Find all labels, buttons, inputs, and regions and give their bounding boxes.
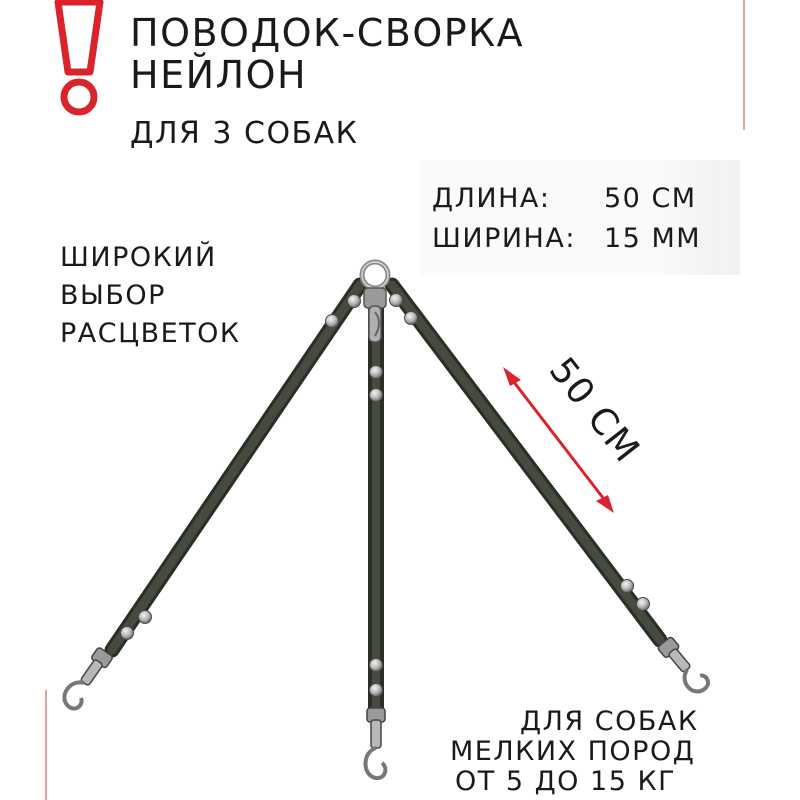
length-value: 50 СМ [604, 183, 697, 214]
colors-note-line-3: РАСЦВЕТОК [60, 318, 241, 349]
width-label: ШИРИНА: [432, 223, 576, 254]
footer-line-2: МЕЛКИХ ПОРОД [450, 736, 696, 767]
subtitle: ДЛЯ 3 СОБАК [130, 116, 359, 151]
center-strap [368, 300, 384, 710]
colors-note-line-2: ВЫБОР [60, 280, 166, 311]
exclamation-icon [58, 2, 100, 112]
length-label: ДЛИНА: [432, 183, 551, 214]
right-snap-hook [656, 636, 711, 696]
dimension-label: 50 СМ [540, 350, 648, 471]
footer-line-3: ОТ 5 ДО 15 КГ [455, 766, 677, 797]
colors-note-line-1: ШИРОКИЙ [60, 242, 217, 273]
title-line-2: НЕЙЛОН [130, 53, 308, 97]
footer-line-1: ДЛЯ СОБАК [520, 706, 699, 737]
spec-shadow [660, 160, 740, 275]
center-snap-hook [366, 708, 386, 778]
width-value: 15 ММ [604, 223, 702, 254]
title-line-1: ПОВОДОК-СВОРКА [130, 11, 525, 55]
left-snap-hook [60, 646, 114, 712]
